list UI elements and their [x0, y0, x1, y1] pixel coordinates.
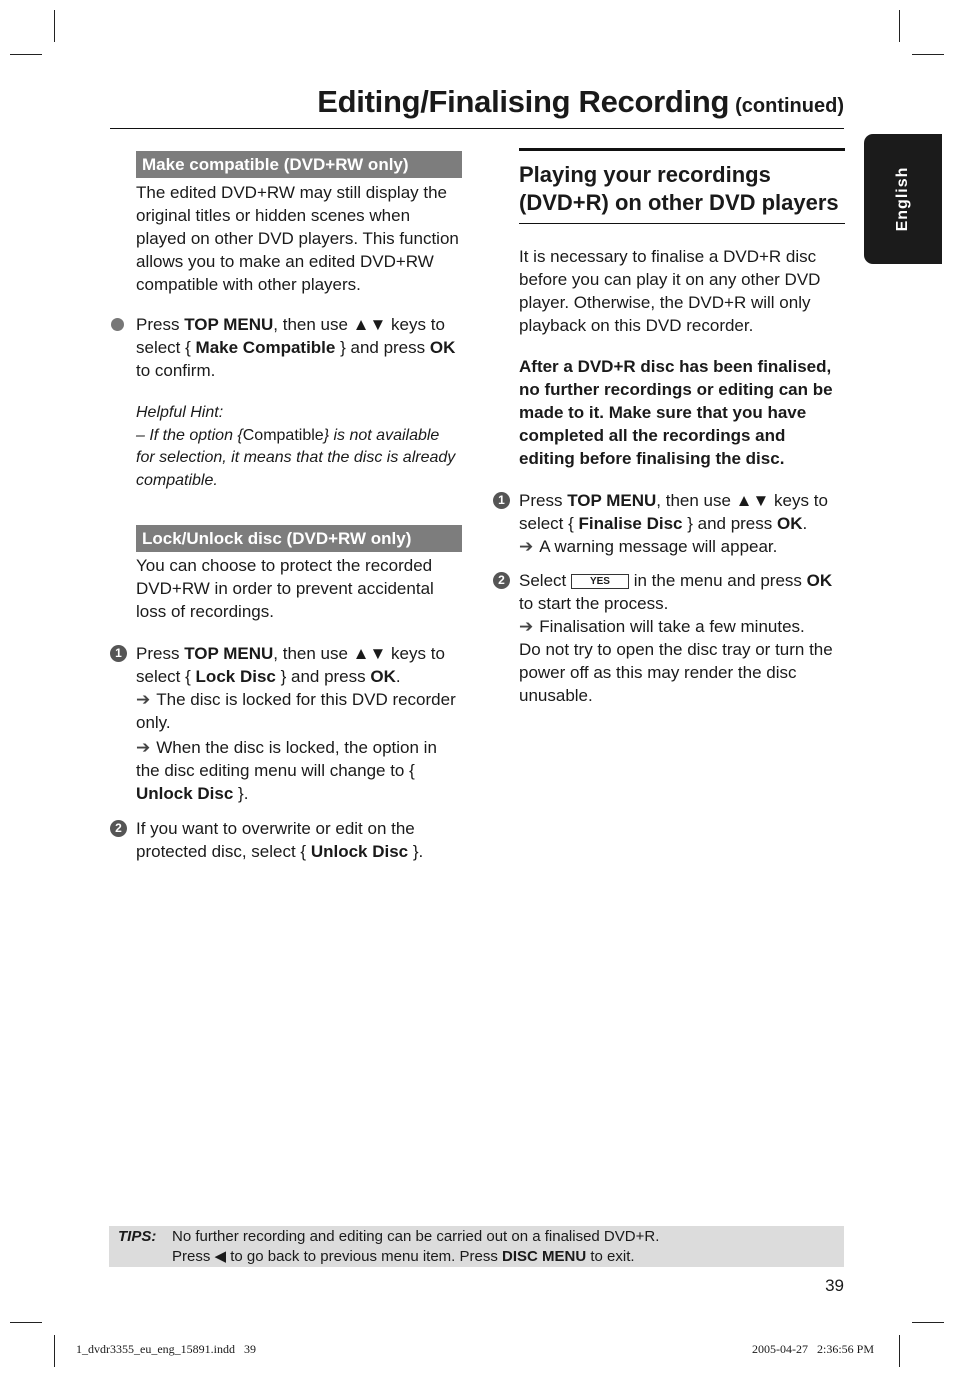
crop-mark — [899, 10, 900, 42]
crop-mark — [10, 54, 42, 55]
finalise-step-2 — [493, 569, 845, 707]
step-number-icon: 2 — [110, 820, 127, 837]
lock-unlock-intro: You can choose to protect the recorded DVD+RW in order to prevent accidental loss of recordings. — [136, 556, 434, 621]
step-key: OK — [370, 667, 396, 686]
step-key: TOP MENU — [184, 315, 274, 334]
tips-text: Press ◀ to go back to previous menu item. Press — [172, 1248, 503, 1265]
step-text: Press — [136, 315, 185, 334]
tips-body — [172, 1227, 659, 1267]
crop-mark — [54, 10, 55, 42]
result-text: Finalisation will take a few minutes. — [539, 617, 805, 636]
step-number-icon: 2 — [493, 572, 510, 589]
footer-file-info: 1_dvdr3355_eu_eng_15891.indd 39 — [76, 1342, 256, 1356]
page-number: 39 — [825, 1276, 844, 1295]
step-result — [519, 535, 845, 558]
crop-mark — [912, 1322, 944, 1323]
step-key: TOP MENU — [567, 491, 657, 510]
result-option: Unlock Disc — [136, 784, 234, 803]
result-text: The disc is locked for this DVD recorder only. — [136, 690, 456, 732]
lock-unlock-step-2 — [110, 817, 462, 863]
arrow-right-icon: ➔ — [136, 690, 151, 709]
finalise-caution: Do not try to open the disc tray or turn the power off as this may render the disc unusable. — [519, 640, 833, 705]
section-heading-lock-unlock: Lock/Unlock disc (DVD+RW only) — [136, 525, 462, 552]
language-tab-label: English — [894, 166, 911, 232]
step-text: }. — [408, 842, 424, 861]
page-title: Editing/Finalising Recording — [317, 84, 730, 119]
page-header — [110, 84, 844, 129]
yes-menu-box: YES — [571, 574, 629, 589]
section-heading-make-compatible: Make compatible (DVD+RW only) — [136, 151, 462, 178]
right-column — [493, 148, 845, 707]
hint-title: Helpful Hint: — [136, 404, 224, 421]
crop-mark — [10, 1322, 42, 1323]
language-tab — [864, 134, 942, 264]
crop-mark — [899, 1335, 900, 1367]
arrow-right-icon: ➔ — [136, 738, 151, 757]
hint-part: } is not available for selection, it means that the disc is already compatible. — [136, 426, 456, 489]
step-key: OK — [806, 571, 833, 590]
arrow-right-icon: ➔ — [519, 537, 534, 556]
step-key: TOP MENU — [184, 644, 274, 663]
step-text: to confirm. — [136, 361, 216, 380]
playing-intro: It is necessary to finalise a DVD+R disc before you can play it on any other DVD player. Otherwise, the DVD+R will only playback on this DVD recorder. — [519, 247, 821, 335]
step-number-icon: 1 — [110, 645, 127, 662]
left-column — [110, 151, 462, 863]
step-text: If you want to overwrite or edit on the protected disc, select { — [136, 819, 415, 861]
finalise-step-1 — [493, 489, 845, 558]
step-text: Press — [519, 491, 568, 510]
arrow-right-icon: ➔ — [519, 617, 534, 636]
step-result — [136, 736, 462, 805]
step-text: , then use ▲▼ keys to select { — [519, 491, 828, 533]
step-text: . — [802, 514, 808, 533]
result-text: A warning message will appear. — [539, 537, 778, 556]
step-text: . — [395, 667, 401, 686]
step-number-icon: 1 — [493, 492, 510, 509]
footer-timestamp: 2005-04-27 2:36:56 PM — [752, 1342, 875, 1356]
tips-key: DISC MENU — [502, 1248, 587, 1265]
step-text: Select — [519, 571, 571, 590]
step-option: Make Compatible — [195, 338, 336, 357]
tips-text: to exit. — [586, 1248, 635, 1265]
tips-line-1: No further recording and editing can be carried out on a finalised DVD+R. — [172, 1228, 660, 1245]
hint-part: – If the option { — [136, 426, 243, 444]
crop-mark — [912, 54, 944, 55]
result-text: }. — [233, 784, 249, 803]
page-title-continued: (continued) — [735, 95, 844, 117]
section-rule-bottom — [519, 223, 845, 224]
bullet-icon — [111, 318, 124, 331]
step-option: Lock Disc — [195, 667, 276, 686]
step-result — [519, 615, 845, 638]
result-text: When the disc is locked, the option in the disc editing menu will change to { — [136, 738, 437, 780]
step-text: to start the process. — [519, 594, 669, 613]
hint-option: Compatible — [242, 426, 324, 444]
tips-label: TIPS: — [118, 1228, 157, 1245]
step-key: OK — [429, 338, 456, 357]
step-result — [136, 688, 462, 734]
finalise-warning: After a DVD+R disc has been finalised, no further recordings or editing can be made to it. Make sure that you have completed all the recordings and editing before finalising the disc. — [519, 357, 833, 468]
step-text: Press — [136, 644, 185, 663]
step-text: } and press — [275, 667, 371, 686]
tips-line-2 — [172, 1247, 659, 1267]
tips-box — [109, 1226, 844, 1267]
section-heading-playing-recordings: Playing your recordings (DVD+R) on other DVD players — [519, 162, 839, 215]
crop-mark — [54, 1335, 55, 1367]
step-option: Finalise Disc — [578, 514, 683, 533]
make-compatible-intro: The edited DVD+RW may still display the original titles or hidden scenes when played on other DVD players. This function allows you to make an edited DVD+RW compatible with other players. — [136, 183, 459, 294]
step-text: , then use ▲▼ keys to select { — [136, 644, 445, 686]
step-key: OK — [777, 514, 803, 533]
step-text: } and press — [335, 338, 430, 357]
step-text: } and press — [682, 514, 777, 533]
step-text: , then use ▲▼ keys to select { — [136, 315, 445, 357]
step-option: Unlock Disc — [310, 842, 409, 861]
helpful-hint — [110, 402, 462, 492]
hint-text — [136, 425, 462, 493]
lock-unlock-step-1 — [110, 642, 462, 805]
step-text: in the menu and press — [628, 571, 807, 590]
make-compatible-step — [110, 313, 462, 382]
